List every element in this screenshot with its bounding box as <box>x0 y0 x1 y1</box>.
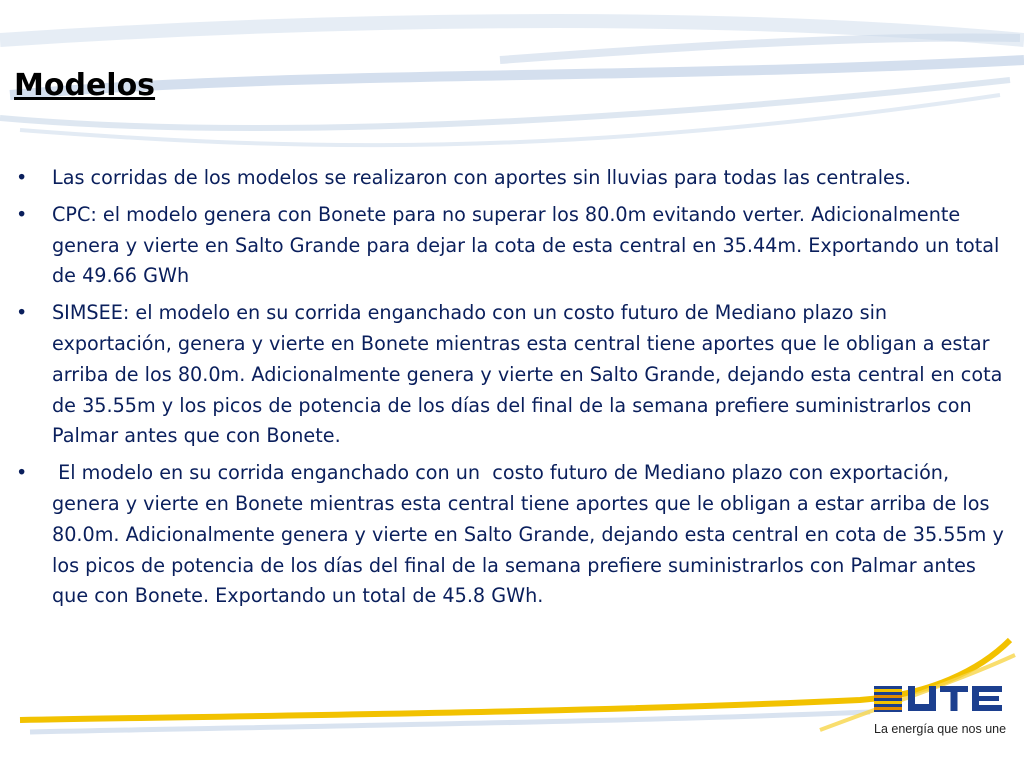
bullet-text: El modelo en su corrida enganchado con un costo futuro de Mediano plazo con exportación, genera y vierte en Bonete mientras esta central tiene aportes que le obligan a estar arriba de los 80.0m. Adicionalmente genera y vierte en Salto Grande, dejando esta central en cota de 35.55m y los picos de potencia de los días del final de la semana prefiere suministrarlos con Palmar antes que con Bonete. Exportando un total de 45.8 GWh. <box>52 461 1010 608</box>
bullet-item <box>14 298 1004 452</box>
bullet-item <box>14 163 1004 194</box>
bullet-item <box>14 200 1004 292</box>
bullet-item <box>14 458 1010 612</box>
bullet-marker: • <box>16 461 28 485</box>
bullet-text: CPC: el modelo genera con Bonete para no superar los 80.0m evitando verter. Adicionalmente genera y vierte en Salto Grande para dejar la cota de esta central en 35.44m. Exportando un total de 49.66 GWh <box>52 202 1000 288</box>
bullet-text: SIMSEE: el modelo en su corrida enganchado con un costo futuro de Mediano plazo sin exportación, genera y vierte en Bonete mientras esta central tiene aportes que le obligan a estar arriba de los 80.0m. Adicionalmente genera y vierte en Salto Grande, dejando esta central en cota de 35.55m y los picos de potencia de los días del final de la semana prefiere suministrarlos con Palmar antes que con Bonete. <box>52 301 1003 448</box>
slide-title: Modelos <box>14 68 156 103</box>
bullet-list <box>14 163 1010 618</box>
bullet-marker: • <box>16 202 28 226</box>
bullet-marker: • <box>16 301 28 325</box>
bullet-marker: • <box>16 166 28 189</box>
bullet-text: Las corridas de los modelos se realizaron con aportes sin lluvias para todas las centrales. <box>52 166 911 189</box>
logo-tagline: La energía que nos une <box>874 722 1007 736</box>
